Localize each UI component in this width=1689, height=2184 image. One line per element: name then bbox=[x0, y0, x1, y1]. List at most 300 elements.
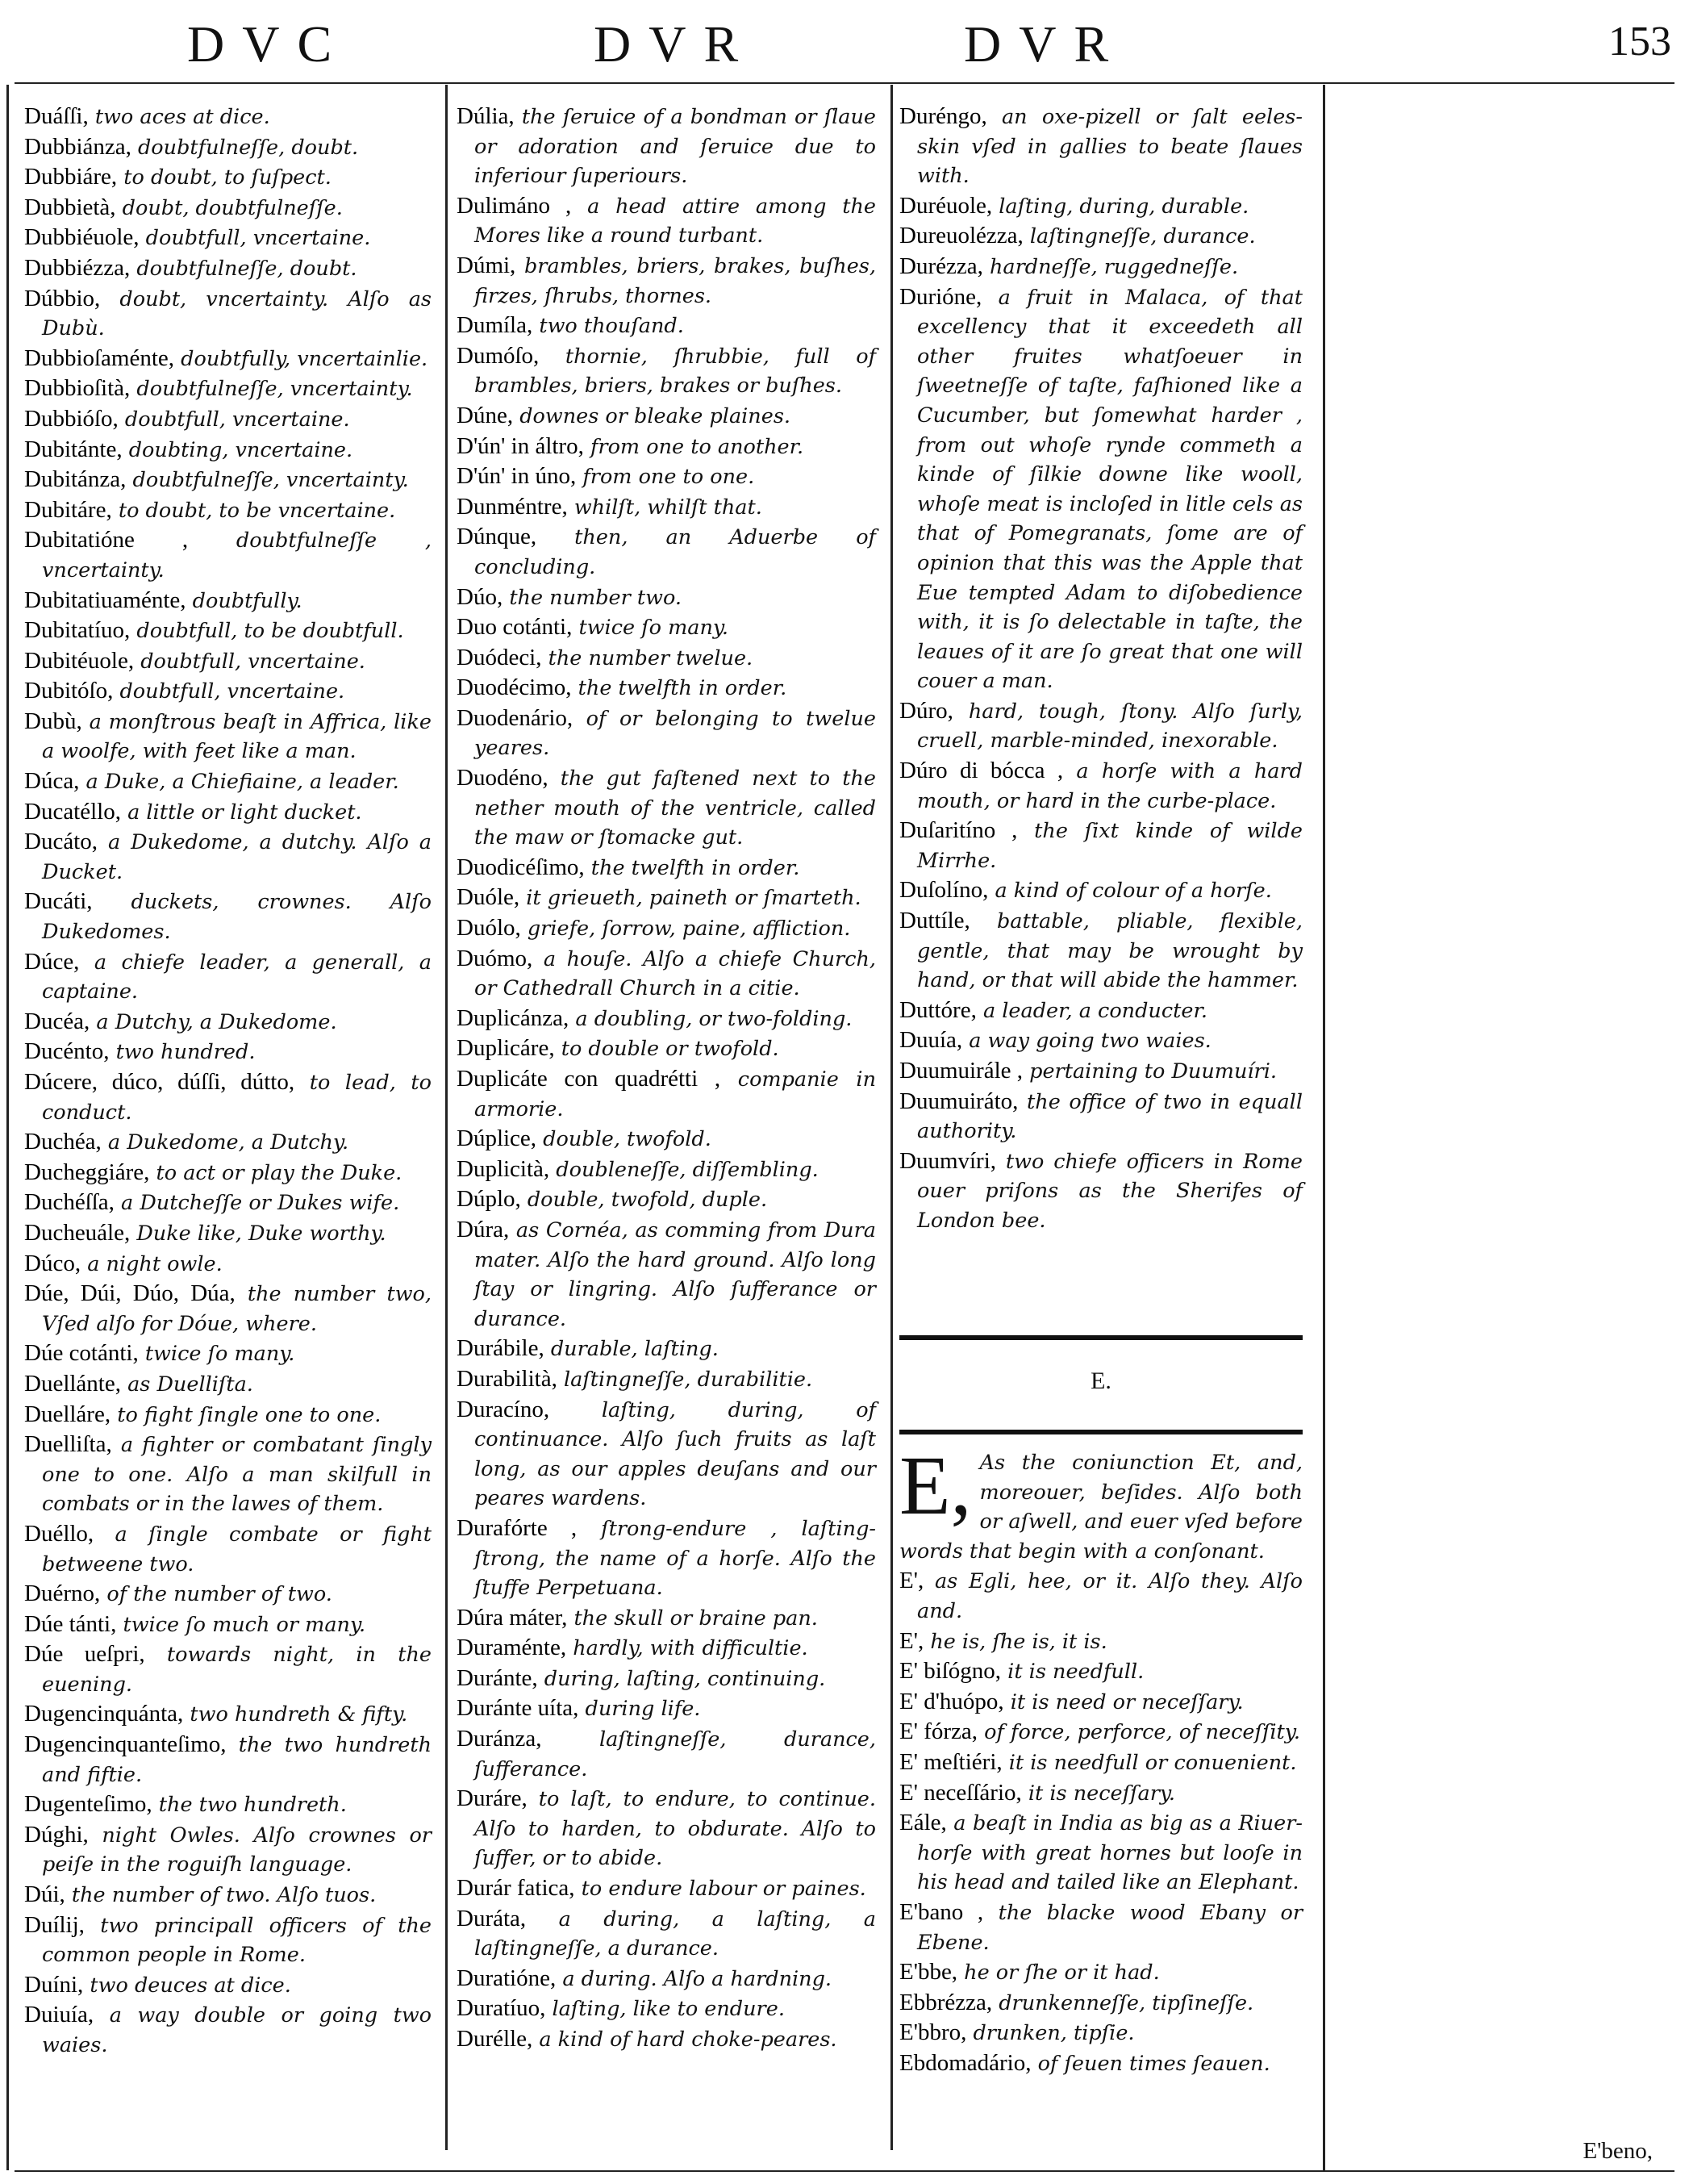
headword: Dúra, bbox=[457, 1216, 510, 1242]
definition: of or belonging to twelue yeares. bbox=[474, 706, 876, 761]
dictionary-entry bbox=[457, 1724, 876, 1784]
headword: Duómo, bbox=[457, 945, 533, 971]
drop-cap: E, bbox=[899, 1439, 972, 1532]
headword: Duránte, bbox=[457, 1664, 538, 1691]
definition: towards night, in the euening. bbox=[42, 1643, 432, 1697]
definition: a houſe. Alſo a chiefe Church, or Cathedrall Church in a citie. bbox=[474, 946, 877, 1001]
headword: Dubbiánza, bbox=[24, 133, 131, 160]
headword: Dúco, bbox=[24, 1250, 81, 1276]
dictionary-entry bbox=[24, 887, 432, 946]
section-first-entry bbox=[899, 1439, 1303, 1566]
definition: doubtfulneſſe, doubt. bbox=[136, 256, 357, 281]
definition: a Dukedome, a Dutchy. bbox=[107, 1130, 349, 1155]
definition: to double or twofold. bbox=[561, 1037, 779, 1062]
dictionary-entry bbox=[24, 374, 432, 404]
dictionary-entry bbox=[457, 461, 876, 492]
definition: the ſeruice of a bondman or ſlaue or adoration and ſeruice due to inferiour ſuperiours. bbox=[474, 105, 877, 189]
headword: Dubbióſo, bbox=[24, 405, 119, 432]
dictionary-entry bbox=[457, 1603, 876, 1634]
definition: as Egli, hee, or it. Alſo they. Alſo and. bbox=[917, 1569, 1303, 1623]
definition: doubtfull, vncertaine. bbox=[124, 407, 350, 432]
definition: a way double or going two waies. bbox=[42, 2003, 432, 2057]
definition: drunkenneſſe, tipſineſſe. bbox=[999, 1990, 1254, 2015]
dictionary-entry bbox=[24, 1430, 432, 1519]
dictionary-entry bbox=[24, 1400, 432, 1430]
headword: Duchéſſa, bbox=[24, 1189, 115, 1216]
headword: Dubitatíuo, bbox=[24, 617, 131, 644]
definition: it is neceſſary. bbox=[1028, 1781, 1176, 1806]
headword: Duáſſi, bbox=[24, 103, 89, 129]
dictionary-entry bbox=[24, 766, 432, 797]
definition: a ſingle combate or fight betweene two. bbox=[42, 1522, 432, 1576]
dictionary-entry bbox=[457, 853, 876, 883]
dictionary-entry bbox=[457, 913, 876, 944]
dictionary-entry bbox=[899, 102, 1303, 191]
dictionary-entry bbox=[24, 1730, 432, 1789]
headword: Dubbiéuole, bbox=[24, 224, 140, 251]
definition: the twelfth in order. bbox=[578, 676, 787, 701]
dictionary-entry bbox=[24, 495, 432, 526]
running-header bbox=[0, 15, 1689, 79]
headword: Duráre, bbox=[457, 1785, 528, 1812]
headword: Duóle, bbox=[457, 884, 520, 911]
dictionary-entry bbox=[24, 1789, 432, 1820]
definition: doubtfull, vncertaine. bbox=[145, 226, 371, 251]
left-border bbox=[6, 85, 9, 2170]
definition: the number twelue. bbox=[548, 645, 753, 670]
dictionary-entry bbox=[899, 282, 1303, 696]
header-center: DVR bbox=[594, 15, 757, 73]
headword: Duplicità, bbox=[457, 1155, 550, 1182]
dictionary-entry bbox=[24, 1639, 432, 1699]
definition: the number two. bbox=[509, 585, 682, 610]
definition: doubtfulneſſe, vncertainty. bbox=[136, 377, 413, 402]
dictionary-entry bbox=[457, 191, 876, 251]
definition: to doubt, to be vncertaine. bbox=[118, 498, 396, 523]
definition: the office of two in equall authority. bbox=[917, 1089, 1303, 1144]
dictionary-entry bbox=[24, 1519, 432, 1579]
headword: Duódeci, bbox=[457, 644, 542, 670]
headword: E', bbox=[899, 1568, 924, 1594]
dictionary-entry bbox=[24, 1279, 432, 1338]
headword: E' fórza, bbox=[899, 1718, 978, 1745]
dictionary-entry bbox=[457, 311, 876, 341]
headword: Dúca, bbox=[24, 768, 80, 795]
definition: the gut faſtened next to the nether mouth of the ventricle, called the maw or ſtomacke gut. bbox=[474, 766, 876, 850]
dictionary-entry bbox=[457, 1034, 876, 1064]
definition: doubt, doubtfulneſſe. bbox=[122, 195, 343, 220]
dictionary-entry bbox=[899, 1025, 1303, 1056]
dictionary-entry bbox=[899, 2048, 1303, 2079]
headword: Duttíle, bbox=[899, 908, 970, 934]
dictionary-entry bbox=[24, 132, 432, 163]
headword: Duellánte, bbox=[24, 1370, 121, 1397]
section-entry-list bbox=[899, 1566, 1303, 2078]
dictionary-entry bbox=[899, 221, 1303, 252]
dictionary-entry bbox=[24, 947, 432, 1007]
definition: battable, pliable, flexible, gentle, that may be wrought by hand, or that will abide the hammer. bbox=[917, 909, 1303, 993]
headword: Duodicéſimo, bbox=[457, 854, 585, 880]
definition: a horſe with a hard mouth, or hard in the curbe-place. bbox=[917, 759, 1303, 813]
dictionary-entry bbox=[24, 1369, 432, 1400]
definition: whilſt, whilſt that. bbox=[573, 495, 762, 520]
dictionary-entry bbox=[899, 1056, 1303, 1087]
headword: Dubbietà, bbox=[24, 194, 116, 220]
headword: Duéllo, bbox=[24, 1520, 94, 1547]
headword: Dubbiézza, bbox=[24, 254, 131, 281]
definition: a doubling, or two-folding. bbox=[575, 1006, 853, 1031]
definition: doubtfulneſſe, doubt. bbox=[137, 135, 359, 160]
dictionary-entry bbox=[899, 1957, 1303, 1988]
section-e-entries bbox=[899, 1439, 1303, 2078]
definition: of ſeuen times ſeauen. bbox=[1037, 2051, 1270, 2076]
headword: Dumóſo, bbox=[457, 342, 540, 369]
definition: a way going two waies. bbox=[969, 1029, 1211, 1054]
dictionary-entry bbox=[24, 1970, 432, 2001]
dictionary-entry bbox=[24, 1127, 432, 1158]
definition: duckets, crownes. Alſo Dukedomes. bbox=[42, 890, 432, 945]
dictionary-entry bbox=[24, 435, 432, 466]
headword: Dúi, bbox=[24, 1881, 65, 1908]
dictionary-entry bbox=[457, 1904, 876, 1964]
dictionary-entry bbox=[457, 2024, 876, 2055]
dictionary-entry bbox=[457, 1215, 876, 1334]
headword: Dúghi, bbox=[24, 1821, 89, 1848]
headword: Dubitéuole, bbox=[24, 647, 135, 674]
dictionary-entry bbox=[24, 586, 432, 616]
dictionary-entry bbox=[899, 1988, 1303, 2019]
headword: Duréuole, bbox=[899, 192, 993, 219]
headword: Duelláre, bbox=[24, 1401, 111, 1427]
dictionary-entry bbox=[24, 525, 432, 585]
definition: to act or play the Duke. bbox=[156, 1160, 402, 1185]
section-rule-top bbox=[899, 1335, 1303, 1340]
definition: as Cornéa, as comming from Dura mater. Alſo the hard ground. Alſo long ſtay or lingring. Alſo ſufferance or durance. bbox=[474, 1217, 876, 1331]
column-rule-1 bbox=[445, 85, 448, 2150]
headword: Duelliſta, bbox=[24, 1431, 112, 1458]
definition: laſtingneſſe, durance, ſufferance. bbox=[474, 1727, 876, 1781]
definition: two principall officers of the common people in Rome. bbox=[42, 1913, 432, 1968]
dictionary-entry bbox=[457, 612, 876, 643]
definition: an oxe-pizell or ſalt eeles-skin vſed in gallies to beate ſlaues with. bbox=[917, 105, 1303, 189]
headword: Dubitáre, bbox=[24, 496, 112, 523]
headword: Duumuiráto, bbox=[899, 1088, 1019, 1114]
dictionary-entry bbox=[24, 284, 432, 344]
headword: Dubbiáre, bbox=[24, 164, 118, 190]
dictionary-entry bbox=[24, 1880, 432, 1910]
definition: drunken, tipſie. bbox=[973, 2021, 1135, 2046]
headword: Dureuolézza, bbox=[899, 223, 1024, 249]
headword: Ebdomadário, bbox=[899, 2049, 1032, 2076]
definition: ſtrong-endure , laſting-ſtrong, the name of a horſe. Alſo the ſtuffe Perpetuana. bbox=[474, 1516, 877, 1601]
definition: a Dukedome, a dutchy. Alſo a Ducket. bbox=[42, 830, 432, 884]
headword: E' meſtiéri, bbox=[899, 1748, 1003, 1775]
dictionary-entry bbox=[24, 162, 432, 193]
definition: it grieueth, paineth or ſmarteth. bbox=[526, 886, 861, 911]
dictionary-entry bbox=[899, 756, 1303, 816]
definition: laſting, like to endure. bbox=[552, 1997, 785, 2022]
dictionary-entry bbox=[457, 1364, 876, 1395]
headword: Duólo, bbox=[457, 915, 521, 942]
headword: E' neceſſário, bbox=[899, 1779, 1022, 1806]
definition: it is need or neceſſary. bbox=[1010, 1689, 1244, 1714]
headword: E' biſógno, bbox=[899, 1658, 1002, 1685]
headword: Ducatéllo, bbox=[24, 798, 121, 825]
headword: Dúne, bbox=[457, 402, 514, 428]
definition: from one to another. bbox=[590, 434, 804, 459]
definition: two hundred. bbox=[115, 1040, 256, 1065]
definition: a during. Alſo a hardning. bbox=[562, 1966, 832, 1991]
headword: Duuía, bbox=[899, 1027, 963, 1054]
definition: two hundreth & fifty. bbox=[190, 1702, 408, 1727]
headword: Dúro, bbox=[899, 697, 953, 724]
headword: Dubbioſità, bbox=[24, 375, 131, 402]
headword: Dubbioſaménte, bbox=[24, 345, 175, 371]
headword: Duraménte, bbox=[457, 1635, 567, 1661]
definition: a fighter or combatant ſingly one to one. Alſo a man skilfull in combats or in the lawes of them. bbox=[42, 1433, 432, 1517]
definition: pertaining to Duumuíri. bbox=[1029, 1059, 1277, 1084]
dictionary-entry bbox=[457, 1124, 876, 1155]
definition: a during, a laſting, a laſtingneſſe, a durance. bbox=[474, 1906, 876, 1961]
dictionary-entry bbox=[457, 251, 876, 311]
definition: laſting, during, of continuance. Alſo ſuch fruits as laſt long, as our apples deuſans and our peares wardens. bbox=[474, 1397, 876, 1511]
dictionary-entry bbox=[457, 1873, 876, 1904]
dictionary-entry bbox=[24, 1910, 432, 1970]
headword: Eále, bbox=[899, 1810, 947, 1836]
definition: doubtfulneſſe, vncertainty. bbox=[132, 468, 409, 493]
dictionary-entry bbox=[24, 646, 432, 677]
dictionary-entry bbox=[24, 1218, 432, 1249]
headword: Duplicáre, bbox=[457, 1035, 555, 1062]
dictionary-entry bbox=[899, 906, 1303, 996]
headword: Duodéno, bbox=[457, 765, 548, 791]
definition: it is needfull or conuenient. bbox=[1008, 1750, 1297, 1775]
dictionary-entry bbox=[24, 253, 432, 284]
dictionary-entry bbox=[899, 816, 1303, 875]
definition: laſting, during, durable. bbox=[999, 194, 1249, 219]
dictionary-entry bbox=[899, 1146, 1303, 1236]
headword: Durélle, bbox=[457, 2026, 533, 2052]
definition: doubtfully. bbox=[192, 588, 302, 613]
dictionary-entry bbox=[899, 875, 1303, 906]
dictionary-entry bbox=[24, 827, 432, 887]
definition: a chiefe leader, a generall, a captaine. bbox=[42, 950, 432, 1004]
dictionary-entry bbox=[899, 1717, 1303, 1748]
header-left: DVC bbox=[187, 15, 350, 73]
definition: doubtfulneſſe , vncertainty. bbox=[42, 528, 432, 583]
headword: Durafórte , bbox=[457, 1514, 578, 1541]
footer-rule bbox=[15, 2170, 1674, 2172]
dictionary-entry bbox=[24, 1007, 432, 1038]
definition: thornie, ſhrubbie, full of brambles, briers, brakes or buſhes. bbox=[474, 344, 877, 399]
definition: to endure labour or paines. bbox=[581, 1877, 866, 1902]
dictionary-entry bbox=[899, 1748, 1303, 1778]
definition: to laſt, to endure, to continue. Alſo to harden, to obdurate. Alſo to ſuffer, or to abide. bbox=[474, 1787, 876, 1871]
dictionary-entry bbox=[899, 191, 1303, 222]
headword: Dugencinquánta, bbox=[24, 1701, 184, 1727]
headword: Dúe cotánti, bbox=[24, 1340, 139, 1367]
dictionary-entry bbox=[24, 223, 432, 253]
definition: twice ſo many. bbox=[144, 1342, 295, 1367]
column-rule-2 bbox=[890, 85, 893, 2150]
dictionary-entry bbox=[457, 1693, 876, 1724]
headword: Duránte uíta, bbox=[457, 1695, 579, 1722]
dictionary-entry bbox=[457, 1064, 876, 1124]
headword: Ducénto, bbox=[24, 1038, 110, 1065]
definition: the twelfth in order. bbox=[590, 855, 800, 880]
dictionary-entry bbox=[457, 401, 876, 432]
dictionary-entry bbox=[24, 1579, 432, 1610]
definition: doubtfull, vncertaine. bbox=[140, 649, 365, 674]
definition: a beaſt in India as big as a Riuer-horſe with great hornes but looſe in his head and tailed like an Elephant. bbox=[917, 1811, 1303, 1895]
definition: during life. bbox=[585, 1697, 701, 1722]
headword: Dubitánza, bbox=[24, 466, 127, 493]
dictionary-entry bbox=[899, 2018, 1303, 2048]
definition: the number of two. Alſo tuos. bbox=[71, 1883, 377, 1908]
dictionary-entry bbox=[24, 1158, 432, 1188]
headword: Dubitatiuaménte, bbox=[24, 587, 186, 613]
section-title: E. bbox=[1091, 1368, 1111, 1394]
definition: a Dutcheſſe or Dukes wife. bbox=[121, 1191, 400, 1216]
dictionary-entry bbox=[457, 102, 876, 191]
column-2 bbox=[457, 102, 876, 2055]
headword: Duplicánza, bbox=[457, 1004, 569, 1031]
dictionary-entry bbox=[457, 1994, 876, 2024]
headword: Dúo, bbox=[457, 583, 503, 610]
dictionary-entry bbox=[899, 1898, 1303, 1957]
column-1 bbox=[24, 102, 432, 2061]
headword: Durabilità, bbox=[457, 1365, 557, 1392]
definition: a night owle. bbox=[87, 1251, 223, 1276]
dictionary-entry bbox=[899, 1656, 1303, 1687]
headword: Dúnque, bbox=[457, 524, 537, 550]
definition: doubting, vncertaine. bbox=[128, 437, 353, 462]
dictionary-entry bbox=[457, 673, 876, 704]
definition: the skull or braine pan. bbox=[573, 1606, 818, 1631]
header-rule bbox=[15, 82, 1674, 84]
headword: Dugencinquanteſimo, bbox=[24, 1731, 227, 1758]
definition: brambles, briers, brakes, buſhes, firzes, ſhrubs, thornes. bbox=[474, 253, 876, 308]
dictionary-entry bbox=[24, 1037, 432, 1067]
headword: E' d'huópo, bbox=[899, 1688, 1004, 1714]
definition: a head attire among the Mores like a round turbant. bbox=[474, 194, 877, 248]
headword: Duumvíri, bbox=[899, 1147, 997, 1174]
dictionary-entry bbox=[457, 522, 876, 582]
headword: Ducéa, bbox=[24, 1008, 90, 1034]
dictionary-entry bbox=[24, 193, 432, 223]
definition: Duke like, Duke worthy. bbox=[136, 1221, 386, 1246]
dictionary-entry bbox=[899, 1566, 1303, 1626]
definition: a Duke, a Chiefiaine, a leader. bbox=[85, 770, 399, 795]
headword: Dúplice, bbox=[457, 1125, 537, 1152]
headword: Duíni, bbox=[24, 1971, 84, 1998]
dictionary-entry bbox=[457, 1334, 876, 1364]
headword: Dúe ueſpri, bbox=[24, 1641, 145, 1668]
dictionary-entry bbox=[24, 1610, 432, 1640]
headword: Duérno, bbox=[24, 1581, 101, 1607]
definition: two thouſand. bbox=[539, 314, 684, 339]
definition: a fruit in Malaca, of that excellency that it exceedeth all other fruites whatſoeuer in ſweetneſſe of taſte, faſhioned like a Cucumber, but ſomewhat harder , from out whoſe rynde commeth a kinde of ſilkie downe like wooll, whoſe meat is incloſed in litle cels as that of Pomegranats, ſome are of opinion that this was the Apple that Eue tempted Adam to diſobedience with, it is ſo delectable in taſte, the leaues of it are ſo great that one will couer a man. bbox=[917, 285, 1303, 694]
definition: double, twofold. bbox=[543, 1127, 711, 1152]
dictionary-entry bbox=[457, 432, 876, 462]
dictionary-entry bbox=[457, 944, 876, 1004]
headword: Duodenário, bbox=[457, 704, 573, 731]
headword: Ebbrézza, bbox=[899, 1989, 993, 2015]
definition: the ſixt kinde of wilde Mirrhe. bbox=[917, 819, 1303, 873]
definition: a Dutchy, a Dukedome. bbox=[96, 1009, 337, 1034]
dictionary-entry bbox=[899, 1687, 1303, 1718]
headword: Dúmi, bbox=[457, 252, 516, 278]
headword: D'ún' in úno, bbox=[457, 463, 577, 490]
dictionary-entry bbox=[24, 797, 432, 828]
headword: Duodécimo, bbox=[457, 674, 572, 701]
dictionary-entry bbox=[24, 707, 432, 766]
headword: Dúce, bbox=[24, 948, 80, 975]
dictionary-entry bbox=[24, 404, 432, 435]
headword: Duſaritíno , bbox=[899, 817, 1018, 844]
dictionary-entry bbox=[899, 696, 1303, 756]
definition: of the number of two. bbox=[106, 1582, 332, 1607]
column-3 bbox=[899, 102, 1303, 1236]
headword: Durióne, bbox=[899, 283, 982, 310]
headword: Duplicáte con quadrétti , bbox=[457, 1066, 721, 1092]
definition: hardly, with difficultie. bbox=[573, 1636, 808, 1661]
headword: Dúro di bócca , bbox=[899, 758, 1064, 784]
headword: Duracíno, bbox=[457, 1396, 550, 1422]
definition: twice ſo many. bbox=[578, 616, 729, 641]
headword: Duratióne, bbox=[457, 1965, 557, 1991]
definition: twice ſo much or many. bbox=[123, 1612, 366, 1637]
definition: the two hundreth. bbox=[158, 1793, 347, 1818]
headword: Duráta, bbox=[457, 1905, 527, 1931]
headword: E'bbe, bbox=[899, 1959, 958, 1986]
definition: it is needfull. bbox=[1007, 1660, 1145, 1685]
definition: laſtingneſſe, durabilitie. bbox=[563, 1367, 813, 1392]
headword: Duttóre, bbox=[899, 996, 977, 1023]
definition: to lead, to conduct. bbox=[42, 1071, 432, 1125]
definition: griefe, ſorrow, paine, affliction. bbox=[527, 917, 851, 942]
dictionary-entry bbox=[457, 1155, 876, 1185]
definition: from one to one. bbox=[582, 465, 755, 490]
definition: companie in armorie. bbox=[474, 1067, 876, 1121]
definition: night Owles. Alſo crownes or peiſe in the roguiſh language. bbox=[42, 1823, 432, 1877]
headword: Duiuía, bbox=[24, 2002, 94, 2028]
headword: Duratíuo, bbox=[457, 1995, 546, 2022]
definition: doubtfull, to be doubtfull. bbox=[136, 619, 404, 644]
page-number: 153 bbox=[1608, 19, 1671, 65]
headword: E'bano , bbox=[899, 1898, 984, 1925]
definition: durable, laſting. bbox=[550, 1337, 719, 1362]
headword: Ducheuále, bbox=[24, 1219, 131, 1246]
header-right: DVR bbox=[964, 15, 1127, 73]
definition: of force, perforce, of neceſſity. bbox=[984, 1720, 1300, 1745]
dictionary-entry bbox=[899, 1778, 1303, 1809]
dictionary-entry bbox=[24, 102, 432, 132]
definition: a monſtrous beaſt in Affrica, like a woolfe, with feet like a man. bbox=[42, 709, 432, 764]
headword: Dulimáno , bbox=[457, 192, 572, 219]
definition: doubt, vncertainty. Alſo as Dubù. bbox=[42, 286, 432, 341]
definition: two aces at dice. bbox=[94, 105, 270, 129]
dictionary-entry bbox=[24, 616, 432, 646]
headword: Dugenteſimo, bbox=[24, 1791, 152, 1818]
headword: Dubitatióne , bbox=[24, 527, 189, 553]
headword: Dubitánte, bbox=[24, 436, 123, 462]
definition: a kind of hard choke-peares. bbox=[539, 2027, 837, 2052]
dictionary-entry bbox=[24, 1249, 432, 1280]
headword: Duchéa, bbox=[24, 1129, 102, 1155]
dictionary-entry bbox=[24, 1699, 432, 1730]
headword: Dúe, Dúi, Dúo, Dúa, bbox=[24, 1280, 236, 1307]
